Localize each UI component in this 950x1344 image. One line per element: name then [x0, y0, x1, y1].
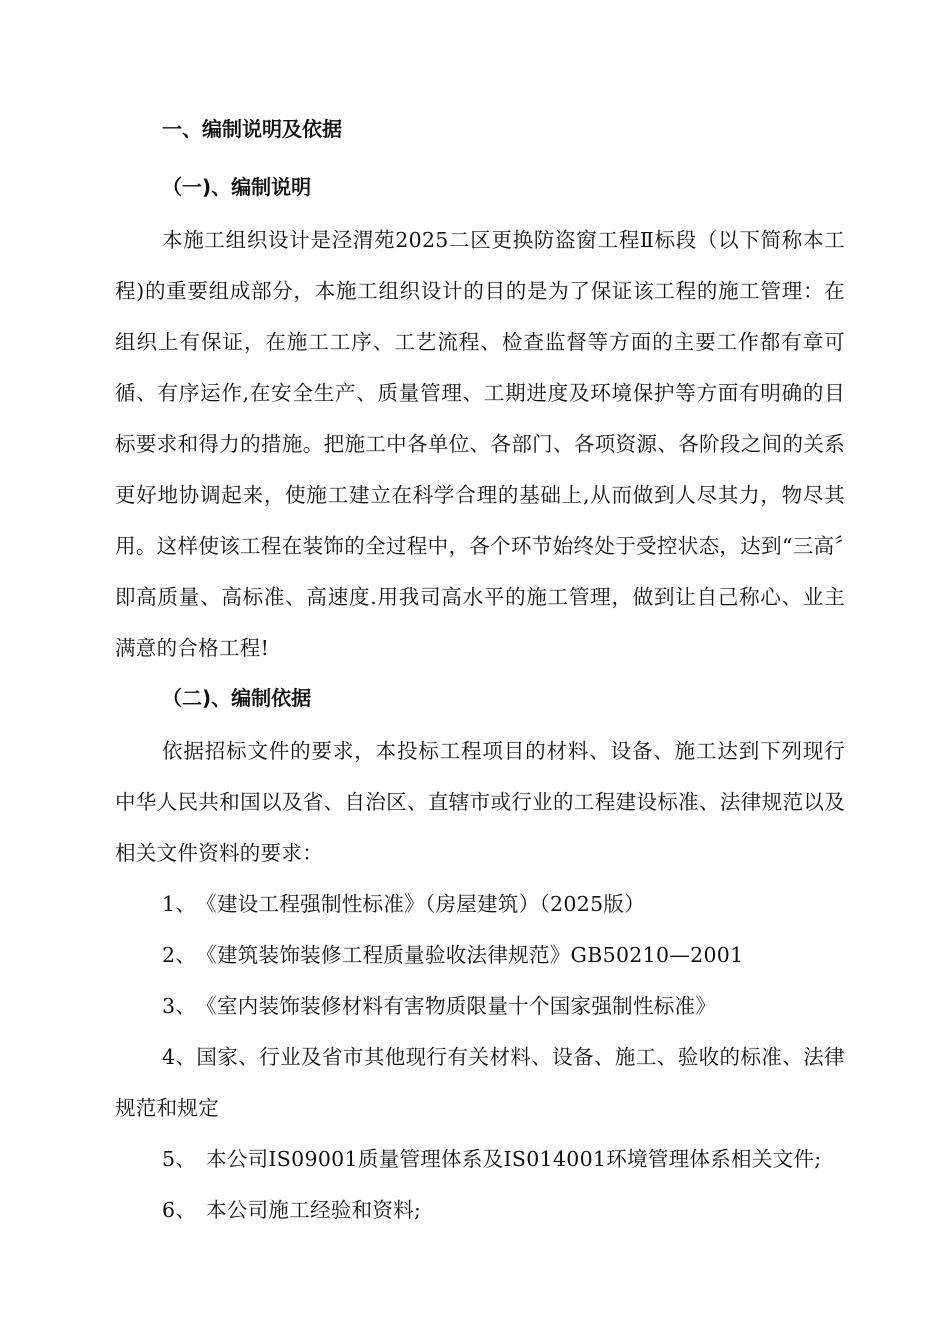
- list-item-number: 2、: [162, 943, 197, 967]
- list-item-text: 《建设工程强制性标准》（房屋建筑）（2025版）: [196, 892, 646, 916]
- subsection-title-explanation: （一)、编制说明: [162, 175, 312, 199]
- list-item-number: 6、: [162, 1198, 197, 1222]
- basis-list-item: [162, 930, 743, 981]
- section-heading: 一、编制说明及依据: [162, 117, 342, 141]
- basis-list-item: [162, 1185, 421, 1236]
- basis-intro-paragraph: 依据招标文件的要求，本投标工程项目的材料、设备、施工达到下列现行中华人民共和国以及省、自治区、直辖市或行业的工程建设标准、法律规范以及相关文件资料的要求：: [115, 739, 845, 865]
- list-item-text: 《室内装饰装修材料有害物质限量十个国家强制性标准》: [196, 994, 717, 1018]
- basis-list-item: [162, 981, 716, 1032]
- list-item-text: 本公司施工经验和资料;: [206, 1198, 422, 1222]
- basis-list-item: [162, 879, 645, 930]
- list-item-number: 5、: [162, 1147, 197, 1171]
- list-item-number: 3、: [162, 994, 197, 1018]
- list-item-text: 国家、行业及省市其他现行有关材料、设备、施工、验收的标准、法律规范和规定: [115, 1045, 845, 1120]
- list-item-number: 4、: [162, 1045, 197, 1069]
- list-item-text: 《建筑装饰装修工程质量验收法律规范》GB50210—2001: [196, 943, 744, 967]
- list-item-number: 1、: [162, 892, 197, 916]
- explanation-paragraph: 本施工组织设计是泾渭苑2025二区更换防盗窗工程Ⅱ标段（以下简称本工程)的重要组成部分，本施工组织设计的目的是为了保证该工程的施工管理：在组织上有保证，在施工工序、工艺流程、检查监督等方面的主要工作都有章可循、有序运作,在安全生产、质量管理、工期进度及环境保护等方面有明确的目标要求和得力的措施。把施工中各单位、各部门、各项资源、各阶段之间的关系更好地协调起来，使施工建立在科学合理的基础上,从而做到人尽其力，物尽其用。这样使该工程在装饰的全过程中，各个环节始终处于受控状态，达到“三高〞即高质量、高标准、高速度.用我司高水平的施工管理，做到让自己称心、业主满意的合格工程!: [115, 228, 845, 660]
- basis-list-item: [162, 1134, 821, 1185]
- list-item-text: 本公司IS09001质量管理体系及IS014001环境管理体系相关文件;: [206, 1147, 822, 1171]
- subsection-title-basis: （二)、编制依据: [162, 686, 312, 710]
- basis-list-item: [115, 1032, 845, 1134]
